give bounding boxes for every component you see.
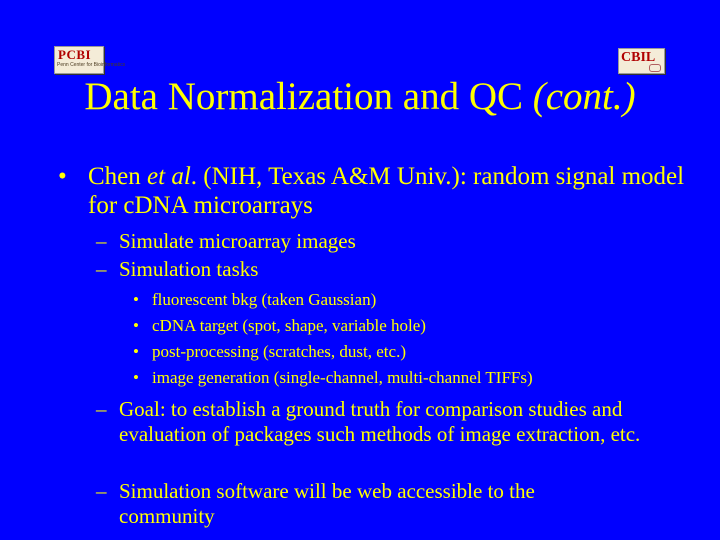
sub-item-simulate-images: Simulate microarray images [119, 229, 356, 253]
pcbi-logo [54, 46, 126, 74]
cbil-logo-mark [649, 64, 661, 72]
pcbi-logo-subtext: Penn Center for Bioinformatics [57, 62, 126, 68]
bullet-marker: • [58, 163, 67, 190]
sub-item-goal: Goal: to establish a ground truth for comparison studies and evaluation of packages such methods of image extraction, etc. [119, 397, 641, 446]
task-item: post-processing (scratches, dust, etc.) [152, 342, 406, 361]
cbil-logo [618, 48, 665, 74]
task-item: image generation (single-channel, multi-channel TIFFs) [152, 368, 533, 387]
bullet-rest: . (NIH, Texas A&M Univ.): random signal model for cDNA microarrays [88, 163, 685, 219]
bullet-italic: et al [147, 163, 191, 190]
task-item: cDNA target (spot, shape, variable hole) [152, 316, 426, 335]
sub-item-simulation-tasks: Simulation tasks [119, 257, 259, 281]
slide-title-italic: (cont.) [532, 75, 636, 118]
sub-item-marker: – [96, 257, 107, 281]
bullet-chen-et-al [88, 162, 688, 220]
sub-item-software: Simulation software will be web accessible to the community [119, 479, 535, 528]
slide-title [0, 74, 720, 120]
slide-title-main: Data Normalization and QC [84, 75, 533, 118]
sub-item-marker: – [96, 397, 107, 421]
sub-item-marker: – [96, 229, 107, 253]
pcbi-logo-text: PCBI [58, 47, 92, 62]
task-item: fluorescent bkg (taken Gaussian) [152, 290, 377, 309]
task-marker: • [133, 368, 139, 387]
task-marker: • [133, 342, 139, 361]
cbil-logo-text: CBIL [621, 50, 656, 65]
task-marker: • [133, 290, 139, 309]
bullet-prefix: Chen [88, 163, 148, 190]
sub-item-marker: – [96, 479, 107, 503]
task-marker: • [133, 316, 139, 335]
